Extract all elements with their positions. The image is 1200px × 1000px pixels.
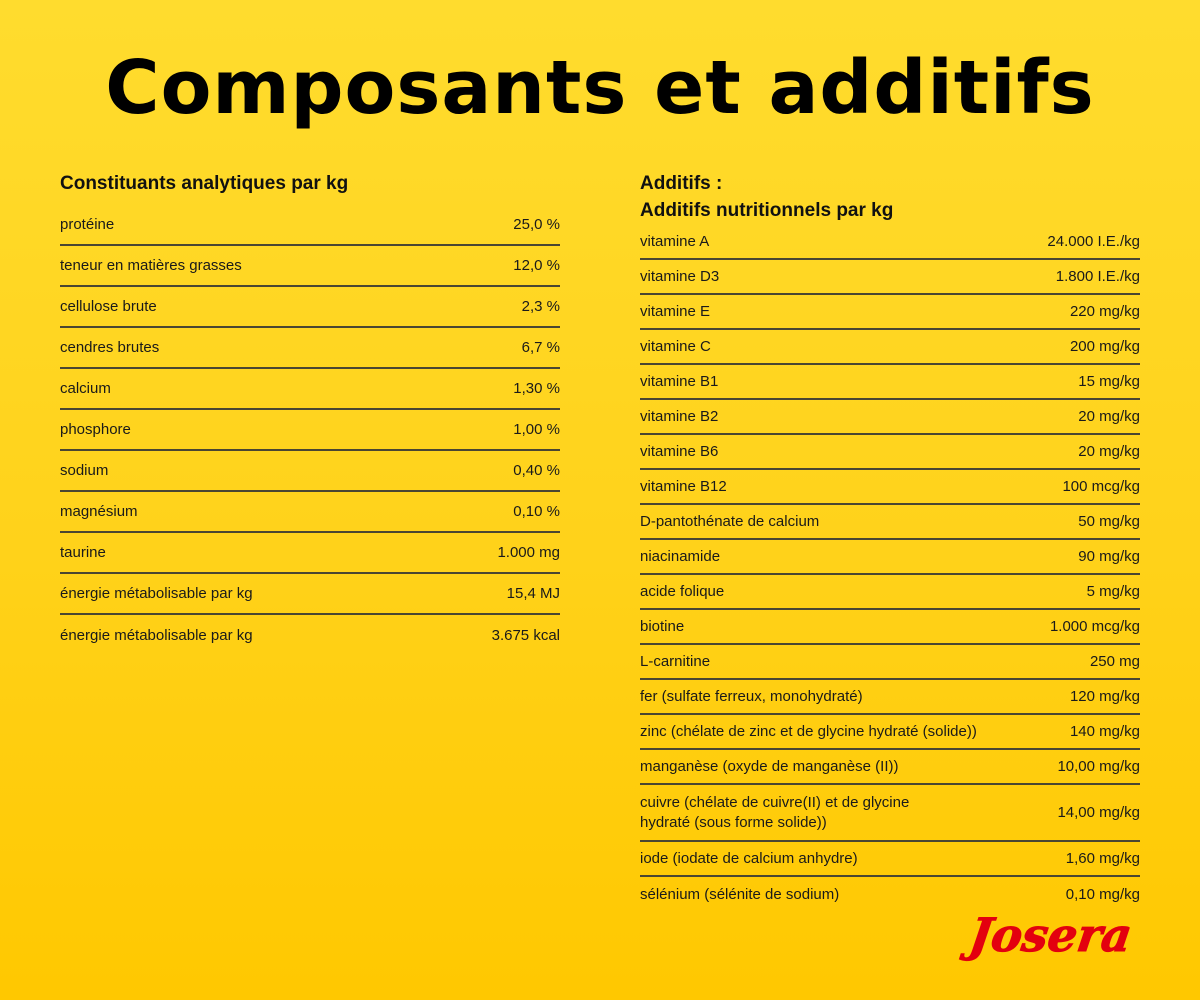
table-row [60,205,560,246]
table-row [60,410,560,451]
row-value: 24.000 I.E./kg [1047,233,1140,250]
row-label: vitamine B1 [640,372,719,390]
table-row [640,365,1140,400]
row-value: 250 mg [1089,653,1140,670]
row-value: 1.000 mg [497,544,560,561]
row-label: vitamine A [640,232,710,250]
row-label: magnésium [60,502,138,520]
row-label: fer (sulfate ferreux, monohydraté) [640,687,863,705]
analytical-constituents-section [60,170,560,656]
row-value: 20 mg/kg [1078,408,1140,425]
table-row [640,575,1140,610]
table-row [60,328,560,369]
logo-text: Josera [966,908,1136,962]
row-label: vitamine C [640,337,711,355]
row-label: acide folique [640,582,725,600]
row-value: 200 mg/kg [1069,338,1140,355]
table-row [60,287,560,328]
table-row [640,645,1140,680]
table-row [640,295,1140,330]
row-label: cuivre (chélate de cuivre(II) et de glycine hydraté (sous forme solide)) [640,793,910,831]
additives-heading: Additifs : [640,173,723,194]
row-value: 0,10 % [513,503,560,520]
table-row [640,330,1140,365]
row-label: zinc (chélate de zinc et de glycine hydraté (solide)) [640,722,977,740]
row-label: sodium [60,461,109,479]
table-row [640,715,1140,750]
table-row [640,260,1140,295]
analytical-constituents-table [60,205,560,656]
row-value: 90 mg/kg [1078,548,1140,565]
row-value: 3.675 kcal [491,627,560,644]
row-label: L-carnitine [640,652,711,670]
row-value: 0,10 mg/kg [1065,886,1140,903]
table-row [640,400,1140,435]
analytical-constituents-heading: Constituants analytiques par kg [60,173,349,194]
row-label: biotine [640,617,685,635]
row-label: taurine [60,543,106,561]
table-row [60,533,560,574]
row-value: 15 mg/kg [1078,373,1140,390]
table-row [640,750,1140,785]
table-row [60,369,560,410]
row-value: 100 mcg/kg [1062,478,1140,495]
table-row [60,574,560,615]
table-row [640,540,1140,575]
additives-section [640,170,1140,912]
row-label: vitamine E [640,302,711,320]
table-row [60,492,560,533]
row-label: vitamine B6 [640,442,719,460]
table-row [640,470,1140,505]
additives-table [640,225,1140,912]
row-value: 2,3 % [521,298,560,315]
table-row [640,225,1140,260]
row-value: 12,0 % [513,257,560,274]
row-label: vitamine B12 [640,477,727,495]
row-label: manganèse (oxyde de manganèse (II)) [640,757,899,775]
table-row [640,680,1140,715]
row-value: 1,60 mg/kg [1065,850,1140,867]
nutritional-additives-heading: Additifs nutritionnels par kg [640,200,894,221]
row-label: énergie métabolisable par kg [60,626,253,644]
page-title: Composants et additifs [105,45,1095,131]
table-row [640,435,1140,470]
row-value: 50 mg/kg [1078,513,1140,530]
table-row [640,505,1140,540]
row-value: 0,40 % [513,462,560,479]
row-value: 5 mg/kg [1086,583,1140,600]
row-value: 1.800 I.E./kg [1055,268,1140,285]
row-label: vitamine B2 [640,407,719,425]
row-value: 220 mg/kg [1069,303,1140,320]
row-value: 120 mg/kg [1069,688,1140,705]
table-row [640,785,1140,842]
row-label: protéine [60,215,115,233]
row-label: iode (iodate de calcium anhydre) [640,849,858,867]
table-row [640,610,1140,645]
row-value: 15,4 MJ [506,585,560,602]
row-value: 10,00 mg/kg [1057,758,1140,775]
row-label: calcium [60,379,111,397]
table-row [60,615,560,656]
row-label: énergie métabolisable par kg [60,584,253,602]
row-value: 6,7 % [521,339,560,356]
row-label: sélénium (sélénite de sodium) [640,885,840,903]
table-row [640,842,1140,877]
row-value: 1,00 % [513,421,560,438]
row-label: cendres brutes [60,338,160,356]
row-label: D-pantothénate de calcium [640,512,820,530]
table-row [60,451,560,492]
row-value: 1,30 % [513,380,560,397]
row-label: cellulose brute [60,297,157,315]
row-value: 140 mg/kg [1069,723,1140,740]
row-label: niacinamide [640,547,721,565]
row-label: teneur en matières grasses [60,256,242,274]
row-value: 14,00 mg/kg [1057,804,1140,821]
row-value: 1.000 mcg/kg [1049,618,1140,635]
table-row [60,246,560,287]
row-label: phosphore [60,420,131,438]
row-label: vitamine D3 [640,267,720,285]
row-value: 25,0 % [513,216,560,233]
josera-logo [945,905,1165,965]
row-value: 20 mg/kg [1078,443,1140,460]
